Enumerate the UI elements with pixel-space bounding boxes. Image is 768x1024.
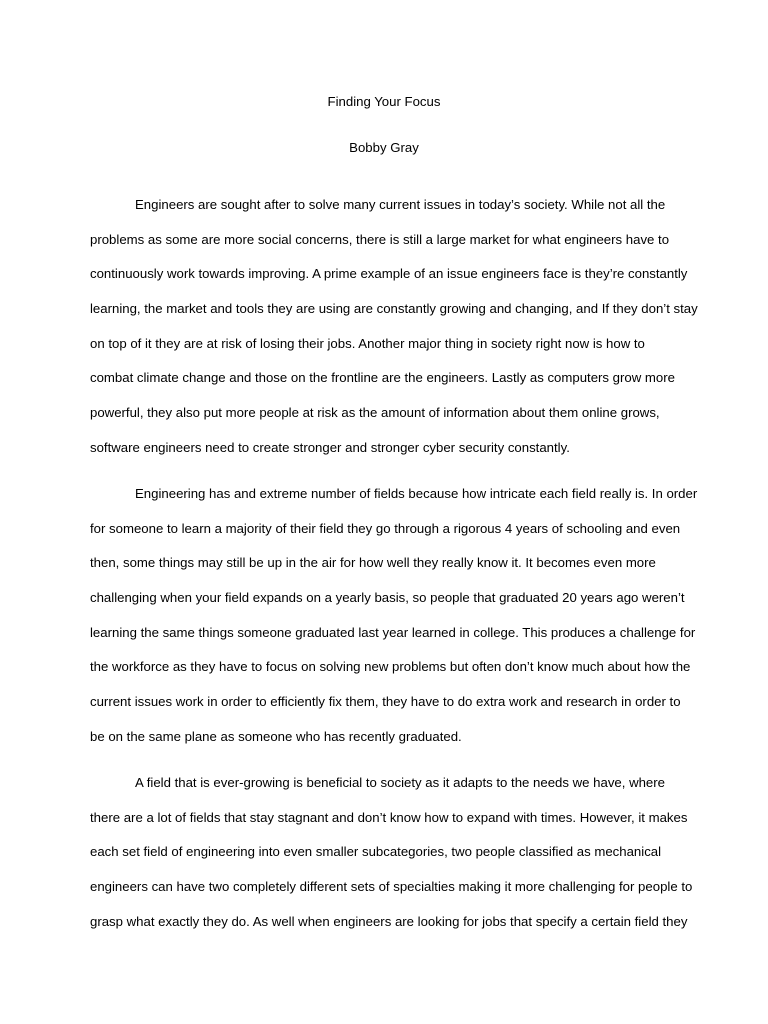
paragraph-line: the workforce as they have to focus on solving new problems but often don’t know much about how the xyxy=(90,659,691,675)
paragraph-line: current issues work in order to efficiently fix them, they have to do extra work and research in order to xyxy=(90,694,681,710)
paragraph-line: software engineers need to create stronger and stronger cyber security constantly. xyxy=(90,439,570,455)
paragraph-1 xyxy=(90,188,698,466)
paragraph-line: powerful, they also put more people at risk as the amount of information about them online grows, xyxy=(90,405,660,421)
paragraph-line: then, some things may still be up in the air for how well they really know it. It becomes even more xyxy=(90,555,656,571)
paragraph-line: combat climate change and those on the frontline are the engineers. Lastly as computers grow more xyxy=(90,370,675,386)
document-author: Bobby Gray xyxy=(349,140,419,155)
paragraph-line: learning the same things someone graduated last year learned in college. This produces a challenge for xyxy=(90,624,696,640)
paragraph-line: on top of it they are at risk of losing their jobs. Another major thing in society right now is how to xyxy=(90,335,645,351)
paragraph-line: A field that is ever-growing is beneficial to society as it adapts to the needs we have, where xyxy=(135,775,665,790)
paragraph-line: engineers can have two completely different sets of specialties making it more challenging for people to xyxy=(90,879,693,895)
paragraph-line: Engineers are sought after to solve many current issues in today’s society. While not all the xyxy=(135,197,666,212)
paragraph-3 xyxy=(90,766,693,939)
paragraph-line: for someone to learn a majority of their field they go through a rigorous 4 years of schooling and even xyxy=(90,520,681,536)
paragraph-line: Engineering has and extreme number of fields because how intricate each field really is. In order xyxy=(135,486,698,501)
paragraph-line: challenging when your field expands on a yearly basis, so people that graduated 20 years ago weren’t xyxy=(90,590,685,606)
document-title: Finding Your Focus xyxy=(327,94,441,109)
paragraph-2 xyxy=(90,477,698,755)
paragraph-line: problems as some are more social concerns, there is still a large market for what engineers have to xyxy=(90,231,670,247)
paragraph-line: each set field of engineering into even smaller subcategories, two people classified as mechanical xyxy=(90,844,662,860)
paragraph-line: grasp what exactly they do. As well when engineers are looking for jobs that specify a certain field they xyxy=(90,913,688,929)
paragraph-line: be on the same plane as someone who has recently graduated. xyxy=(90,728,462,744)
paragraph-line: learning, the market and tools they are using are constantly growing and changing, and If they don’t stay xyxy=(90,301,698,317)
paragraph-line: there are a lot of fields that stay stagnant and don’t know how to expand with times. However, it makes xyxy=(90,809,688,825)
paragraph-line: continuously work towards improving. A prime example of an issue engineers face is they’re constantly xyxy=(90,266,688,282)
